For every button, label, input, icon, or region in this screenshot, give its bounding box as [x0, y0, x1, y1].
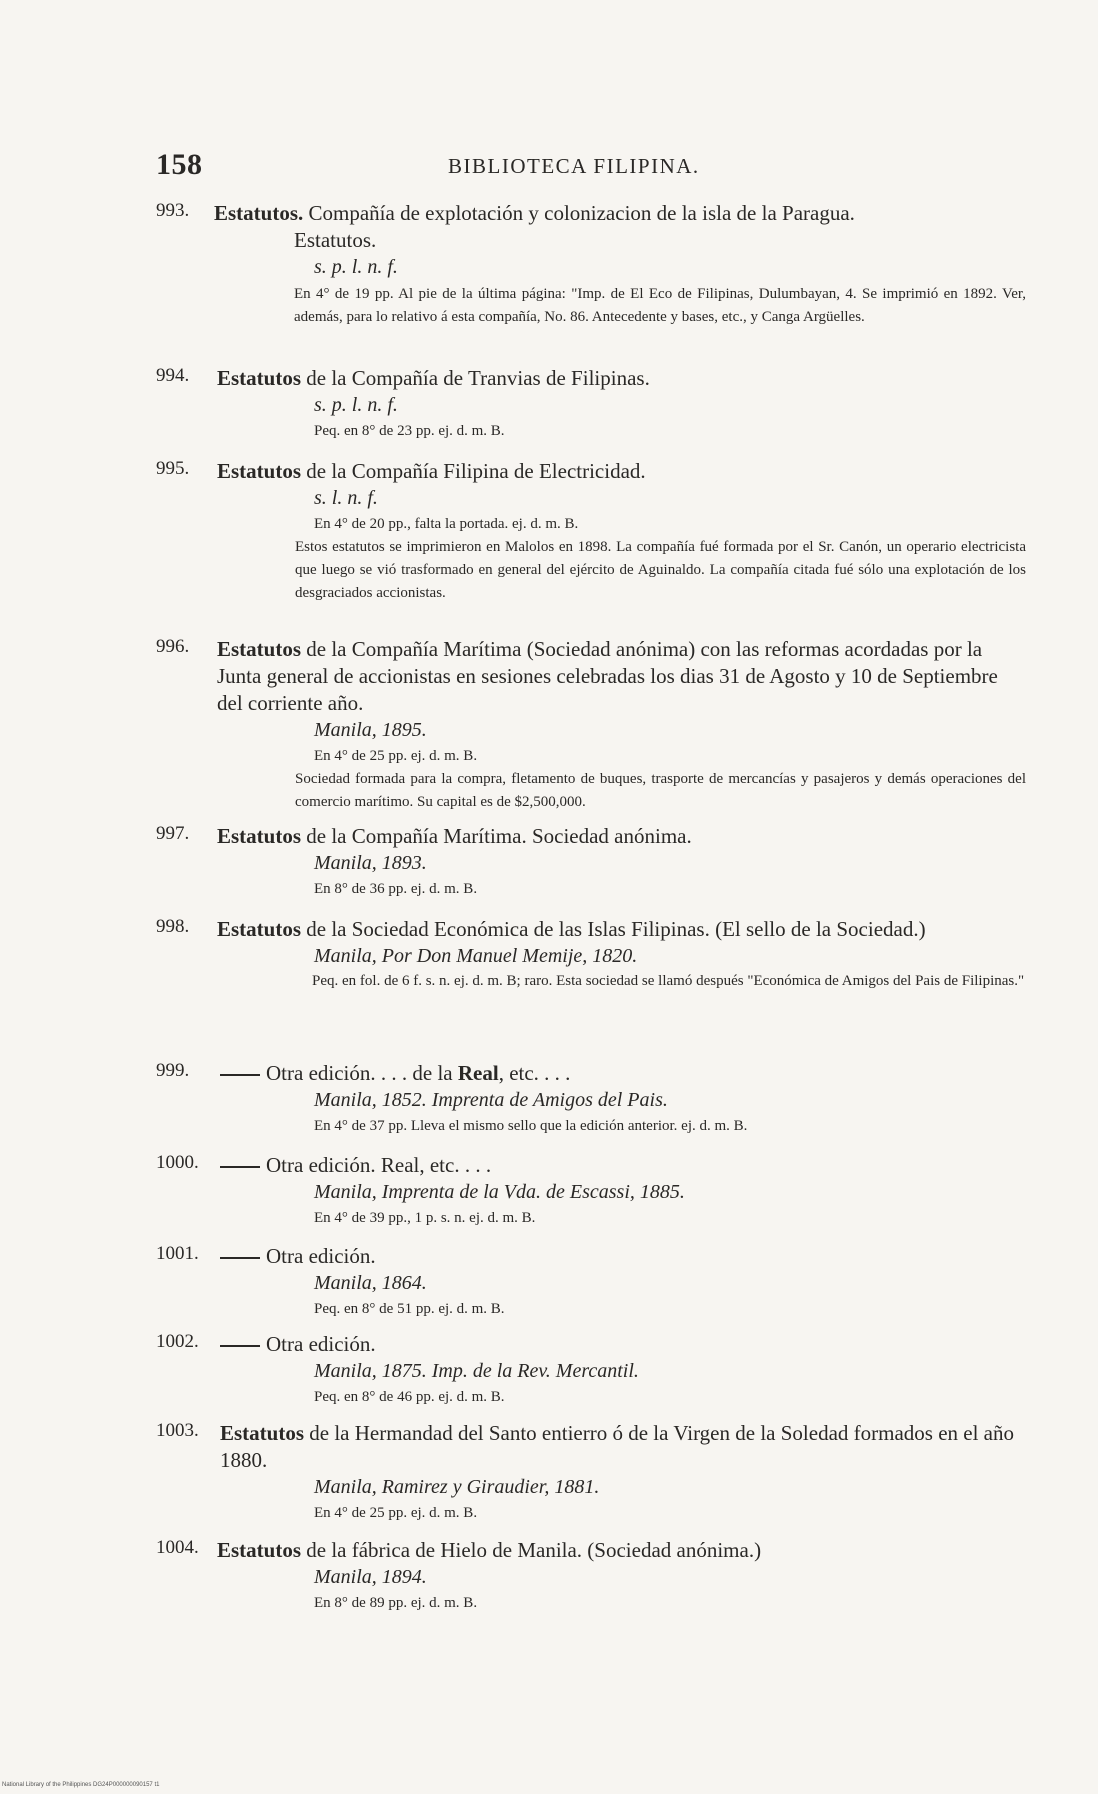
entry-title: Estatutos. Compañía de explotación y colonizacion de la isla de la Paragua. [214, 201, 855, 225]
entry-number: 1004. [156, 1537, 199, 1558]
entry-999 [156, 1060, 1026, 1138]
scan-credit: National Library of the Philippines DG24P000000090157 t1 [2, 1782, 160, 1788]
entry-imprint: Manila, 1864. [314, 1272, 427, 1294]
entry-note: Estos estatutos se imprimieron en Malolos en 1898. La compañía fué formada por el Sr. Canón, un operario electricista que luego se vió trasformado en general del ejército de Aguinaldo. La compañía citada fué sólo una explotación de los desgraciados accionistas. [295, 539, 1026, 601]
entry-title: Estatutos de la Compañía Marítima. Sociedad anónima. [217, 824, 692, 848]
entry-note: Peq. en fol. de 6 f. s. n. ej. d. m. B; raro. Esta sociedad se llamó después "Económica de Amigos del Pais de Filipinas." [312, 973, 1025, 989]
entry-imprint: Manila, 1895. [314, 719, 427, 741]
entry-imprint: Manila, 1894. [314, 1566, 427, 1588]
entry-number: 998. [156, 916, 190, 937]
entry-title: Otra edición. [216, 1243, 1026, 1270]
entry-title: Estatutos de la Hermandad del Santo entierro ó de la Virgen de la Soledad formados en el año 1880. [220, 1421, 1014, 1472]
entry-title: Otra edición. [216, 1331, 1026, 1358]
entry-description: Peq. en 8° de 23 pp. ej. d. m. B. [314, 423, 505, 439]
entry-title: Estatutos de la Compañía Marítima (Sociedad anónima) con las reformas acordadas por la Junta general de accionistas en sesiones celebradas los dias 31 de Agosto y 10 de Septiembre del corriente año. [217, 637, 998, 715]
page-header [156, 148, 1056, 188]
ditto-dash [220, 1074, 260, 1076]
entry-description: Peq. en 8° de 51 pp. ej. d. m. B. [314, 1301, 505, 1317]
entry-title: Otra edición. . . . de la Real, etc. . . . [216, 1060, 1026, 1087]
entry-title: Estatutos de la Compañía de Tranvias de Filipinas. [217, 366, 650, 390]
entry-description: En 4° de 25 pp. ej. d. m. B. [314, 748, 478, 764]
entry-imprint: Manila, 1893. [314, 852, 427, 874]
entry-imprint: Manila, Imprenta de la Vda. de Escassi, 1885. [314, 1181, 685, 1203]
entry-1003 [156, 1420, 1026, 1525]
entry-996 [156, 636, 1026, 814]
entry-number: 994. [156, 365, 190, 386]
entry-imprint: s. l. n. f. [314, 487, 378, 509]
entry-number: 1002. [156, 1331, 199, 1352]
entry-994 [156, 365, 1026, 443]
entry-note: En 4° de 19 pp. Al pie de la última página: "Imp. de El Eco de Filipinas, Dulumbayan, 4. Se imprimió en 1892. Ver, además, para lo relativo á esta compañía, No. 86. Antecedente y bases, etc., y Canga Argüelles. [294, 286, 1026, 325]
entry-number: 996. [156, 636, 190, 657]
entry-description: En 4° de 37 pp. Lleva el mismo sello que la edición anterior. ej. d. m. B. [314, 1118, 748, 1134]
entry-imprint: Manila, 1875. Imp. de la Rev. Mercantil. [314, 1360, 639, 1382]
running-title: BIBLIOTECA FILIPINA. [448, 154, 700, 178]
entry-number: 995. [156, 458, 190, 479]
entry-title-continued: Estatutos. [294, 228, 377, 252]
entry-1002 [156, 1331, 1026, 1409]
entry-title: Estatutos de la Compañía Filipina de Electricidad. [217, 459, 646, 483]
entry-description: En 8° de 89 pp. ej. d. m. B. [314, 1595, 478, 1611]
entry-imprint: s. p. l. n. f. [314, 394, 398, 416]
entry-imprint: s. p. l. n. f. [314, 256, 398, 278]
entry-title: Estatutos de la Sociedad Económica de las Islas Filipinas. (El sello de la Sociedad.) [217, 917, 926, 941]
entry-imprint: Manila, 1852. Imprenta de Amigos del Pais. [314, 1089, 668, 1111]
entry-1000 [156, 1152, 1026, 1230]
entry-number: 997. [156, 823, 190, 844]
ditto-dash [220, 1345, 260, 1347]
page-number: 158 [156, 148, 203, 181]
entry-number: 993. [156, 200, 190, 221]
entry-imprint: Manila, Ramirez y Giraudier, 1881. [314, 1476, 600, 1498]
entry-998 [156, 916, 1026, 993]
entry-number: 1000. [156, 1152, 199, 1173]
ditto-dash [220, 1257, 260, 1259]
entry-description: En 4° de 39 pp., 1 p. s. n. ej. d. m. B. [314, 1210, 536, 1226]
entry-title: Otra edición. Real, etc. . . . [216, 1152, 1026, 1179]
entry-1004 [156, 1537, 1026, 1615]
entry-title: Estatutos de la fábrica de Hielo de Manila. (Sociedad anónima.) [217, 1538, 762, 1562]
entry-number: 1001. [156, 1243, 199, 1264]
entry-993 [156, 200, 1026, 329]
entry-description: En 4° de 20 pp., falta la portada. ej. d. m. B. [314, 516, 579, 532]
entry-description: En 4° de 25 pp. ej. d. m. B. [314, 1505, 478, 1521]
entry-description: En 8° de 36 pp. ej. d. m. B. [314, 881, 478, 897]
entry-imprint: Manila, Por Don Manuel Memije, 1820. [314, 945, 638, 967]
entry-description: Peq. en 8° de 46 pp. ej. d. m. B. [314, 1389, 505, 1405]
entry-1001 [156, 1243, 1026, 1321]
ditto-dash [220, 1166, 260, 1168]
entry-note: Sociedad formada para la compra, fletamento de buques, trasporte de mercancías y pasajeros y demás operaciones del comercio marítimo. Su capital es de $2,500,000. [295, 771, 1026, 810]
entry-997 [156, 823, 1026, 901]
entry-number: 1003. [156, 1420, 199, 1441]
entry-number: 999. [156, 1060, 190, 1081]
entry-995 [156, 458, 1026, 605]
